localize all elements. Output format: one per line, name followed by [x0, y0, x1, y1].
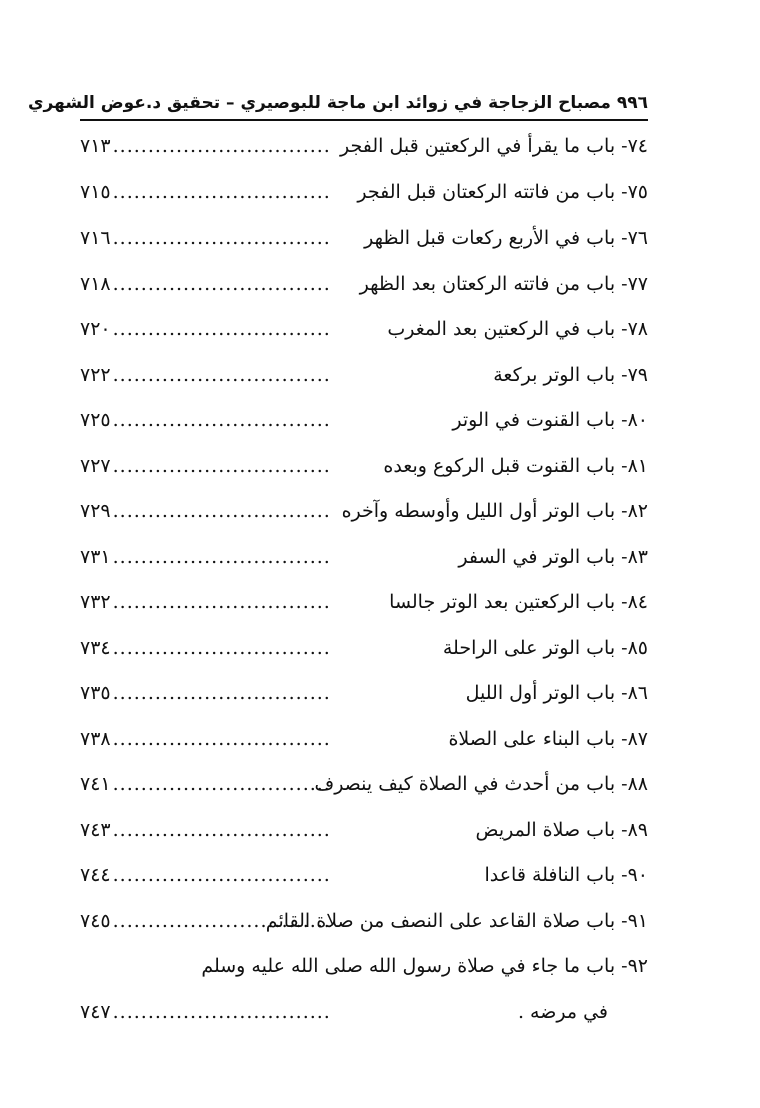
entry-page-number: ٧١٣ [80, 135, 111, 157]
entry-title: ٩٢- باب ما جاء في صلاة رسول الله صلى الله عليه وسلم [201, 955, 648, 977]
dot-leader: ............................... [112, 500, 331, 522]
entry-title: ٩٠- باب النافلة قاعدا [484, 864, 648, 886]
entry-title: ٨٩- باب صلاة المريض [475, 819, 648, 841]
dot-leader: ............................... [112, 1001, 331, 1023]
entry-page-number: ٧٢٥ [80, 409, 111, 431]
entry-page-number: ٧٣٨ [80, 728, 111, 750]
entry-page-number: ٧٢٧ [80, 455, 111, 477]
entry-title: ٧٧- باب من فاتته الركعتان بعد الظهر [359, 273, 648, 295]
entry-title: ٨٧- باب البناء على الصلاة [448, 728, 648, 750]
toc-entry[interactable] [80, 266, 648, 302]
dot-leader: ............................... [112, 135, 331, 157]
entry-page-number: ٧٢٠ [80, 318, 111, 340]
dot-leader: ............................... [112, 728, 331, 750]
entry-page-number: ٧١٥ [80, 181, 111, 203]
dot-leader: ............................... [112, 409, 331, 431]
toc-entry[interactable] [80, 584, 648, 620]
entry-page-number: ٧٤٧ [80, 1001, 111, 1023]
entry-title: ٧٨- باب في الركعتين بعد المغرب [387, 318, 648, 340]
entry-page-number: ٧٣٢ [80, 591, 111, 613]
toc-entry[interactable] [80, 402, 648, 438]
dot-leader: ............................... [112, 546, 331, 568]
toc-entry[interactable] [80, 766, 648, 802]
entry-page-number: ٧٢٩ [80, 500, 111, 522]
dot-leader: ............................... [112, 364, 331, 386]
entry-title: ٨٣- باب الوتر في السفر [458, 546, 648, 568]
dot-leader: ............................... [112, 682, 331, 704]
toc-entry[interactable] [80, 903, 648, 939]
dot-leader: ............................... [112, 637, 331, 659]
dot-leader: ............................... [112, 591, 331, 613]
entry-page-number: ٧٣٤ [80, 637, 111, 659]
dot-leader: ............................... [112, 864, 331, 886]
running-header: ٩٩٦ مصباح الزجاجة في زوائد ابن ماجة للبوصيري – تحقيق د.عوض الشهري [27, 93, 648, 113]
entry-page-number: ٧١٦ [80, 227, 111, 249]
dot-leader: ............................... [112, 910, 331, 932]
dot-leader: ............................... [112, 273, 331, 295]
entry-title: ٩١- باب صلاة القاعد على النصف من صلاة القائم [265, 910, 648, 932]
entry-title: ٧٤- باب ما يقرأ في الركعتين قبل الفجر [340, 135, 648, 157]
entry-title: ٧٩- باب الوتر بركعة [493, 364, 648, 386]
entry-title: ٨٥- باب الوتر على الراحلة [442, 637, 648, 659]
entry-title-continuation: في مرضه . [517, 1001, 608, 1023]
entry-title: ٨٠- باب القنوت في الوتر [452, 409, 648, 431]
entry-title: ٨٢- باب الوتر أول الليل وأوسطه وآخره [341, 500, 648, 522]
toc-entry[interactable] [80, 857, 648, 893]
toc-entry[interactable] [80, 721, 648, 757]
entry-page-number: ٧٤٥ [80, 910, 111, 932]
dot-leader: ............................... [112, 181, 331, 203]
entry-page-number: ٧١٨ [80, 273, 111, 295]
entry-title: ٨٦- باب الوتر أول الليل [465, 682, 648, 704]
toc-entry[interactable] [80, 493, 648, 529]
entry-title: ٨١- باب القنوت قبل الركوع وبعده [383, 455, 648, 477]
dot-leader: ............................... [112, 819, 331, 841]
toc-entry[interactable] [80, 448, 648, 484]
toc-entry[interactable] [80, 357, 648, 393]
header-rule [80, 119, 648, 121]
entry-page-number: ٧٤١ [80, 773, 111, 795]
entry-title: ٨٨- باب من أحدث في الصلاة كيف ينصرف [314, 773, 648, 795]
dot-leader: ............................... [112, 227, 331, 249]
dot-leader: ............................... [112, 773, 331, 795]
toc-entry[interactable] [80, 675, 648, 711]
entry-title: ٧٦- باب في الأربع ركعات قبل الظهر [364, 227, 648, 249]
toc-entry[interactable] [80, 311, 648, 347]
toc-entry[interactable] [80, 128, 648, 164]
entry-page-number: ٧٢٢ [80, 364, 111, 386]
toc-entry[interactable] [80, 630, 648, 666]
entry-title: ٨٤- باب الركعتين بعد الوتر جالسا [389, 591, 648, 613]
toc-entry[interactable] [80, 174, 648, 210]
toc-entry[interactable] [80, 220, 648, 256]
entry-page-number: ٧٣٥ [80, 682, 111, 704]
entry-title: ٧٥- باب من فاتته الركعتان قبل الفجر [357, 181, 648, 203]
toc-entry[interactable] [80, 539, 648, 575]
entry-page-number: ٧٣١ [80, 546, 111, 568]
dot-leader: ............................... [112, 455, 331, 477]
entry-page-number: ٧٤٣ [80, 819, 111, 841]
toc-entry[interactable] [80, 812, 648, 848]
entry-page-number: ٧٤٤ [80, 864, 111, 886]
toc-entry[interactable] [80, 948, 648, 1030]
dot-leader: ............................... [112, 318, 331, 340]
